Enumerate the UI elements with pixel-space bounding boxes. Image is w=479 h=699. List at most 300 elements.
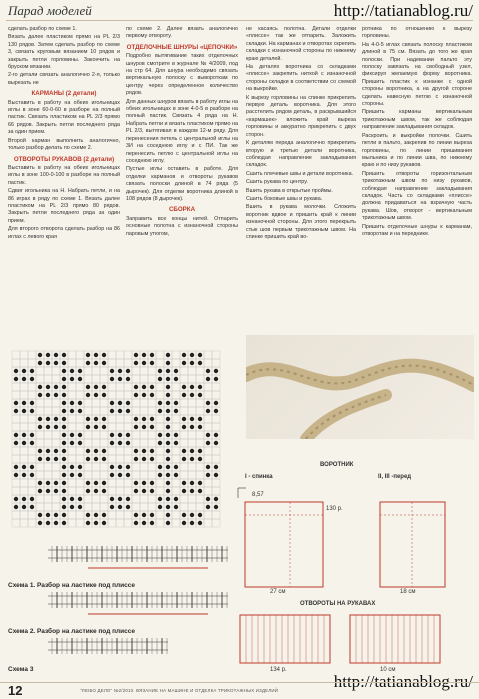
- chart-stitch-dot: [62, 361, 66, 365]
- chart-cell: [108, 519, 116, 527]
- chart-cell: [116, 447, 124, 455]
- paragraph: Выставить в работу на обеих игольницах иглы в зоне 100-0-100 в разборе на полный пастик.: [8, 164, 120, 186]
- chart-cell: [20, 487, 28, 495]
- chart-stitch-dot: [158, 401, 162, 405]
- chart-stitch-dot: [126, 369, 130, 373]
- chart-cell: [12, 487, 20, 495]
- chart-stitch-dot: [206, 505, 210, 509]
- chart-stitch-dot: [190, 417, 194, 421]
- chart-cell: [20, 359, 28, 367]
- chart-stitch-dot: [158, 369, 162, 373]
- chart-cell: [132, 495, 140, 503]
- chart-stitch-dot: [78, 433, 82, 437]
- chart-stitch-dot: [118, 369, 122, 373]
- chart-stitch-dot: [102, 393, 106, 397]
- chart-cell: [84, 375, 92, 383]
- chart-stitch-dot: [126, 505, 130, 509]
- chart-stitch-dot: [126, 497, 130, 501]
- chart-cell: [116, 415, 124, 423]
- chart-stitch-dot: [30, 473, 34, 477]
- chart-stitch-dot: [62, 449, 66, 453]
- chart-stitch-dot: [38, 353, 42, 357]
- chart-cell: [188, 407, 196, 415]
- chart-cell: [28, 415, 36, 423]
- chart-stitch-dot: [54, 513, 58, 517]
- chart-cell: [84, 439, 92, 447]
- chart-cell: [140, 495, 148, 503]
- chart-cell: [140, 431, 148, 439]
- chart-cell: [212, 487, 220, 495]
- text-column-4: [362, 26, 472, 239]
- chart-cell: [116, 391, 124, 399]
- chart-stitch-dot: [14, 441, 18, 445]
- chart-stitch-dot: [46, 457, 50, 461]
- chart-stitch-dot: [198, 417, 202, 421]
- chart-stitch-dot: [166, 505, 170, 509]
- chart-stitch-dot: [150, 449, 154, 453]
- chart-cell: [188, 431, 196, 439]
- chart-stitch-dot: [54, 481, 58, 485]
- chart-cell: [204, 359, 212, 367]
- chart-stitch-dot: [70, 505, 74, 509]
- paragraph: Второй карман выполнить аналогично, только разбор делать по схеме 2.: [8, 137, 120, 152]
- chart-stitch-dot: [102, 417, 106, 421]
- chart-stitch-dot: [70, 401, 74, 405]
- chart-stitch-dot: [126, 473, 130, 477]
- chart-stitch-dot: [70, 369, 74, 373]
- chart-stitch-dot: [118, 465, 122, 469]
- chart-stitch-dot: [198, 513, 202, 517]
- chart-stitch-dot: [166, 513, 170, 517]
- chart-stitch-dot: [182, 385, 186, 389]
- chart-cell: [140, 367, 148, 375]
- scheme-2: [8, 586, 238, 635]
- chart-stitch-dot: [62, 441, 66, 445]
- chart-stitch-dot: [62, 401, 66, 405]
- chart-stitch-dot: [166, 417, 170, 421]
- chart-cell: [196, 367, 204, 375]
- chart-cell: [20, 423, 28, 431]
- chart-stitch-dot: [70, 465, 74, 469]
- chart-cell: [36, 463, 44, 471]
- chart-cell: [212, 415, 220, 423]
- chart-cell: [204, 383, 212, 391]
- paragraph: Заправить все концы нитей. Отпарить основные полотна с изнаночной стороны паровым утюгом,: [126, 215, 238, 237]
- chart-stitch-dot: [30, 505, 34, 509]
- chart-cell: [204, 423, 212, 431]
- chart-cell: [188, 367, 196, 375]
- chart-stitch-dot: [190, 513, 194, 517]
- chart-stitch-dot: [102, 385, 106, 389]
- chart-stitch-dot: [54, 393, 58, 397]
- chart-stitch-dot: [86, 385, 90, 389]
- chart-cell: [84, 495, 92, 503]
- scheme-1-caption: Схема 1. Разбор на ластике под плиссе: [8, 582, 136, 589]
- chart-stitch-dot: [54, 353, 58, 357]
- chart-stitch-dot: [30, 369, 34, 373]
- chart-stitch-dot: [134, 361, 138, 365]
- chart-cell: [148, 399, 156, 407]
- chart-cell: [44, 495, 52, 503]
- chart-cell: [148, 407, 156, 415]
- chart-stitch-dot: [38, 481, 42, 485]
- blog-url-bottom[interactable]: http://tatianablog.ru/: [333, 672, 473, 691]
- chart-cell: [100, 495, 108, 503]
- chart-cell: [68, 359, 76, 367]
- chart-stitch-dot: [62, 393, 66, 397]
- chart-stitch-dot: [110, 369, 114, 373]
- label-pered: II, III -перед: [378, 474, 412, 480]
- chart-stitch-dot: [166, 497, 170, 501]
- chart-stitch-dot: [166, 449, 170, 453]
- chart-stitch-dot: [30, 377, 34, 381]
- chart-cell: [156, 383, 164, 391]
- chart-cell: [100, 471, 108, 479]
- chart-stitch-dot: [118, 433, 122, 437]
- chart-cell: [28, 519, 36, 527]
- chart-stitch-dot: [206, 369, 210, 373]
- chart-stitch-dot: [190, 393, 194, 397]
- paragraph: Вшить в рукава молочки. Сложить воротник вдвое и пришить край к линии изнаночной стороны. Для этого перекрыть стык шов первым трикотажным швом. На спинке пришить край во-: [246, 204, 356, 240]
- chart-stitch-dot: [174, 409, 178, 413]
- chart-cell: [132, 407, 140, 415]
- chart-stitch-dot: [158, 497, 162, 501]
- chart-cell: [116, 359, 124, 367]
- chart-stitch-dot: [86, 417, 90, 421]
- chart-cell: [92, 439, 100, 447]
- chart-cell: [180, 431, 188, 439]
- chart-stitch-dot: [46, 385, 50, 389]
- chart-cell: [180, 471, 188, 479]
- chart-stitch-dot: [214, 473, 218, 477]
- chart-stitch-dot: [150, 417, 154, 421]
- chart-stitch-dot: [22, 401, 26, 405]
- chart-stitch-dot: [46, 489, 50, 493]
- chart-cell: [44, 471, 52, 479]
- chart-stitch-dot: [38, 449, 42, 453]
- chart-cell: [116, 519, 124, 527]
- chart-cell: [20, 519, 28, 527]
- chart-stitch-dot: [166, 441, 170, 445]
- chart-cell: [12, 479, 20, 487]
- chart-stitch-dot: [70, 433, 74, 437]
- chart-stitch-dot: [134, 481, 138, 485]
- chart-cell: [84, 399, 92, 407]
- chart-cell: [116, 423, 124, 431]
- chart-stitch-dot: [174, 497, 178, 501]
- chart-stitch-dot: [158, 441, 162, 445]
- chart-stitch-dot: [166, 465, 170, 469]
- scheme-3: [8, 632, 238, 673]
- chart-stitch-dot: [102, 513, 106, 517]
- chart-stitch-dot: [190, 521, 194, 525]
- chart-cell: [68, 351, 76, 359]
- chart-cell: [204, 415, 212, 423]
- chart-stitch-dot: [182, 425, 186, 429]
- chart-stitch-dot: [22, 497, 26, 501]
- chart-cell: [76, 455, 84, 463]
- pattern-diagram-lower: [230, 610, 470, 672]
- chart-stitch-dot: [198, 481, 202, 485]
- chart-stitch-dot: [46, 425, 50, 429]
- chart-cell: [156, 447, 164, 455]
- chart-cell: [20, 391, 28, 399]
- chart-stitch-dot: [94, 489, 98, 493]
- chart-cell: [212, 519, 220, 527]
- chart-cell: [172, 455, 180, 463]
- chart-stitch-dot: [54, 425, 58, 429]
- chart-cell: [76, 487, 84, 495]
- dim-27cm: 27 см: [270, 589, 286, 595]
- scheme-1: [8, 540, 238, 589]
- chart-stitch-dot: [62, 369, 66, 373]
- chart-cell: [100, 367, 108, 375]
- chart-stitch-dot: [166, 433, 170, 437]
- chart-stitch-dot: [174, 465, 178, 469]
- chart-stitch-dot: [22, 369, 26, 373]
- chart-stitch-dot: [150, 393, 154, 397]
- chart-cell: [92, 399, 100, 407]
- chart-stitch-dot: [78, 401, 82, 405]
- chart-stitch-dot: [14, 369, 18, 373]
- chart-stitch-dot: [166, 369, 170, 373]
- chart-cell: [36, 399, 44, 407]
- chart-stitch-dot: [126, 377, 130, 381]
- chart-stitch-dot: [118, 401, 122, 405]
- chart-stitch-dot: [62, 433, 66, 437]
- chart-cell: [12, 415, 20, 423]
- chart-cell: [92, 407, 100, 415]
- chart-cell: [44, 407, 52, 415]
- chart-cell: [108, 423, 116, 431]
- chart-stitch-dot: [46, 353, 50, 357]
- chart-cell: [36, 407, 44, 415]
- paragraph: Раскроить и выкройки полочки. Сшить петли в пальто, закрепив по линии выреза горловины, по линии пришивания мыльника и по линии шва, по нижнему краю и по низу рукавов.: [362, 132, 472, 169]
- chart-stitch-dot: [142, 417, 146, 421]
- chart-cell: [124, 423, 132, 431]
- chart-cell: [44, 439, 52, 447]
- chart-cell: [76, 415, 84, 423]
- chart-cell: [148, 367, 156, 375]
- chart-cell: [108, 511, 116, 519]
- chart-stitch-dot: [166, 473, 170, 477]
- chart-stitch-dot: [62, 425, 66, 429]
- chart-stitch-dot: [126, 401, 130, 405]
- chart-stitch-dot: [30, 433, 34, 437]
- chart-stitch-dot: [94, 385, 98, 389]
- dim-8-57: 8,57: [252, 492, 264, 498]
- chart-cell: [20, 415, 28, 423]
- chart-stitch-dot: [126, 441, 130, 445]
- label-spinka: I - спинка: [245, 474, 273, 480]
- chart-stitch-dot: [62, 489, 66, 493]
- chart-stitch-dot: [214, 409, 218, 413]
- chart-stitch-dot: [46, 417, 50, 421]
- chart-cell: [76, 359, 84, 367]
- chart-cell: [124, 391, 132, 399]
- chart-stitch-dot: [182, 457, 186, 461]
- chart-stitch-dot: [110, 505, 114, 509]
- chart-cell: [36, 503, 44, 511]
- chart-cell: [204, 351, 212, 359]
- chart-cell: [172, 479, 180, 487]
- chart-stitch-dot: [62, 473, 66, 477]
- chart-stitch-dot: [14, 465, 18, 469]
- chart-cell: [92, 471, 100, 479]
- chart-stitch-dot: [142, 513, 146, 517]
- chart-stitch-dot: [206, 433, 210, 437]
- chart-cell: [100, 407, 108, 415]
- chart-stitch-dot: [62, 377, 66, 381]
- chart-stitch-dot: [30, 401, 34, 405]
- chart-stitch-dot: [182, 361, 186, 365]
- chart-stitch-dot: [46, 449, 50, 453]
- chart-cell: [196, 407, 204, 415]
- dim-18cm: 18 см: [400, 589, 416, 595]
- paragraph: Вшить рукава в открытые проймы.: [246, 187, 333, 194]
- section-title: Парад моделей: [8, 3, 92, 18]
- blog-url-top[interactable]: http://tatianablog.ru/: [333, 1, 473, 20]
- chart-stitch-dot: [134, 513, 138, 517]
- chart-stitch-dot: [142, 489, 146, 493]
- chart-stitch-dot: [174, 369, 178, 373]
- chart-cell: [20, 511, 28, 519]
- chart-stitch-dot: [70, 497, 74, 501]
- paragraph: 2-го детали связать аналогично 2-я, только вырезать не: [8, 72, 120, 86]
- chart-stitch-dot: [142, 449, 146, 453]
- chart-cell: [156, 487, 164, 495]
- chart-stitch-dot: [110, 441, 114, 445]
- chart-cell: [84, 463, 92, 471]
- chart-stitch-dot: [38, 513, 42, 517]
- chart-stitch-dot: [190, 385, 194, 389]
- chart-stitch-dot: [190, 353, 194, 357]
- chart-stitch-dot: [86, 361, 90, 365]
- chart-stitch-dot: [22, 377, 26, 381]
- chart-stitch-dot: [150, 425, 154, 429]
- cord-illustration: [246, 335, 474, 439]
- chart-stitch-dot: [182, 521, 186, 525]
- chart-stitch-dot: [182, 417, 186, 421]
- dim-130r: 130 р.: [326, 506, 343, 512]
- chart-stitch-dot: [142, 353, 146, 357]
- chart-stitch-dot: [150, 521, 154, 525]
- chart-stitch-dot: [166, 385, 170, 389]
- chart-cell: [156, 391, 164, 399]
- chart-stitch-dot: [102, 449, 106, 453]
- chart-cell: [156, 415, 164, 423]
- chart-cell: [76, 383, 84, 391]
- chart-stitch-dot: [198, 393, 202, 397]
- chart-stitch-dot: [214, 401, 218, 405]
- chart-stitch-dot: [94, 481, 98, 485]
- chart-cell: [196, 463, 204, 471]
- chart-cell: [156, 511, 164, 519]
- paragraph: Для второго отворота сделать разбор на 86 иглах с левого края: [8, 226, 120, 240]
- chart-stitch-dot: [166, 489, 170, 493]
- chart-cell: [196, 503, 204, 511]
- chart-stitch-dot: [182, 449, 186, 453]
- chart-cell: [124, 447, 132, 455]
- chart-cell: [148, 439, 156, 447]
- chart-cell: [188, 471, 196, 479]
- paragraph: Пришить отделочные шнуры к карманам, отворотам и на переднике.: [362, 223, 472, 237]
- chart-cell: [172, 519, 180, 527]
- chart-cell: [212, 455, 220, 463]
- chart-stitch-dot: [78, 377, 82, 381]
- chart-stitch-dot: [134, 417, 138, 421]
- chart-cell: [84, 471, 92, 479]
- chart-cell: [124, 479, 132, 487]
- chart-cell: [52, 503, 60, 511]
- chart-cell: [52, 463, 60, 471]
- chart-stitch-dot: [102, 457, 106, 461]
- chart-cell: [68, 383, 76, 391]
- scheme-2-diagram: [8, 586, 238, 624]
- chart-cell: [20, 455, 28, 463]
- chart-stitch-dot: [94, 425, 98, 429]
- chart-cell: [172, 383, 180, 391]
- paragraph: Сшить рукава по центру.: [246, 179, 308, 186]
- chart-cell: [204, 391, 212, 399]
- chart-stitch-dot: [102, 521, 106, 525]
- chart-stitch-dot: [110, 473, 114, 477]
- chart-cell: [156, 479, 164, 487]
- paragraph: сделать разбор по схеме 1.: [8, 26, 77, 32]
- chart-cell: [92, 495, 100, 503]
- text-column-3: [246, 26, 356, 242]
- chart-cell: [20, 383, 28, 391]
- chart-stitch-dot: [110, 465, 114, 469]
- chart-stitch-dot: [198, 489, 202, 493]
- chart-stitch-dot: [158, 473, 162, 477]
- chart-cell: [44, 399, 52, 407]
- chart-cell: [68, 455, 76, 463]
- chart-cell: [116, 479, 124, 487]
- chart-stitch-dot: [30, 497, 34, 501]
- chart-cell: [140, 407, 148, 415]
- chart-stitch-dot: [190, 489, 194, 493]
- chart-stitch-dot: [46, 361, 50, 365]
- paragraph: Пришить карманы вертикальным трикотажным швом, так же соблюдая направление закладывания складок.: [362, 109, 472, 131]
- chart-stitch-dot: [174, 433, 178, 437]
- chart-stitch-dot: [102, 481, 106, 485]
- chart-cell: [124, 415, 132, 423]
- chart-stitch-dot: [78, 369, 82, 373]
- chart-cell: [28, 479, 36, 487]
- chart-stitch-dot: [30, 465, 34, 469]
- chart-cell: [212, 359, 220, 367]
- chart-stitch-dot: [174, 441, 178, 445]
- chart-stitch-dot: [78, 497, 82, 501]
- chart-cell: [44, 463, 52, 471]
- chart-cell: [116, 487, 124, 495]
- chart-stitch-dot: [102, 361, 106, 365]
- chart-cell: [76, 351, 84, 359]
- chart-stitch-dot: [118, 377, 122, 381]
- heading-otvoroty: ОТВОРОТЫ РУКАВОВ (2 детали): [13, 155, 115, 163]
- chart-cell: [172, 487, 180, 495]
- chart-cell: [68, 423, 76, 431]
- chart-stitch-dot: [126, 465, 130, 469]
- chart-stitch-dot: [86, 457, 90, 461]
- chart-stitch-dot: [38, 425, 42, 429]
- heading-sborka: СБОРКА: [168, 206, 196, 214]
- chart-cell: [204, 487, 212, 495]
- chart-stitch-dot: [38, 393, 42, 397]
- chart-stitch-dot: [22, 409, 26, 413]
- chart-stitch-dot: [206, 401, 210, 405]
